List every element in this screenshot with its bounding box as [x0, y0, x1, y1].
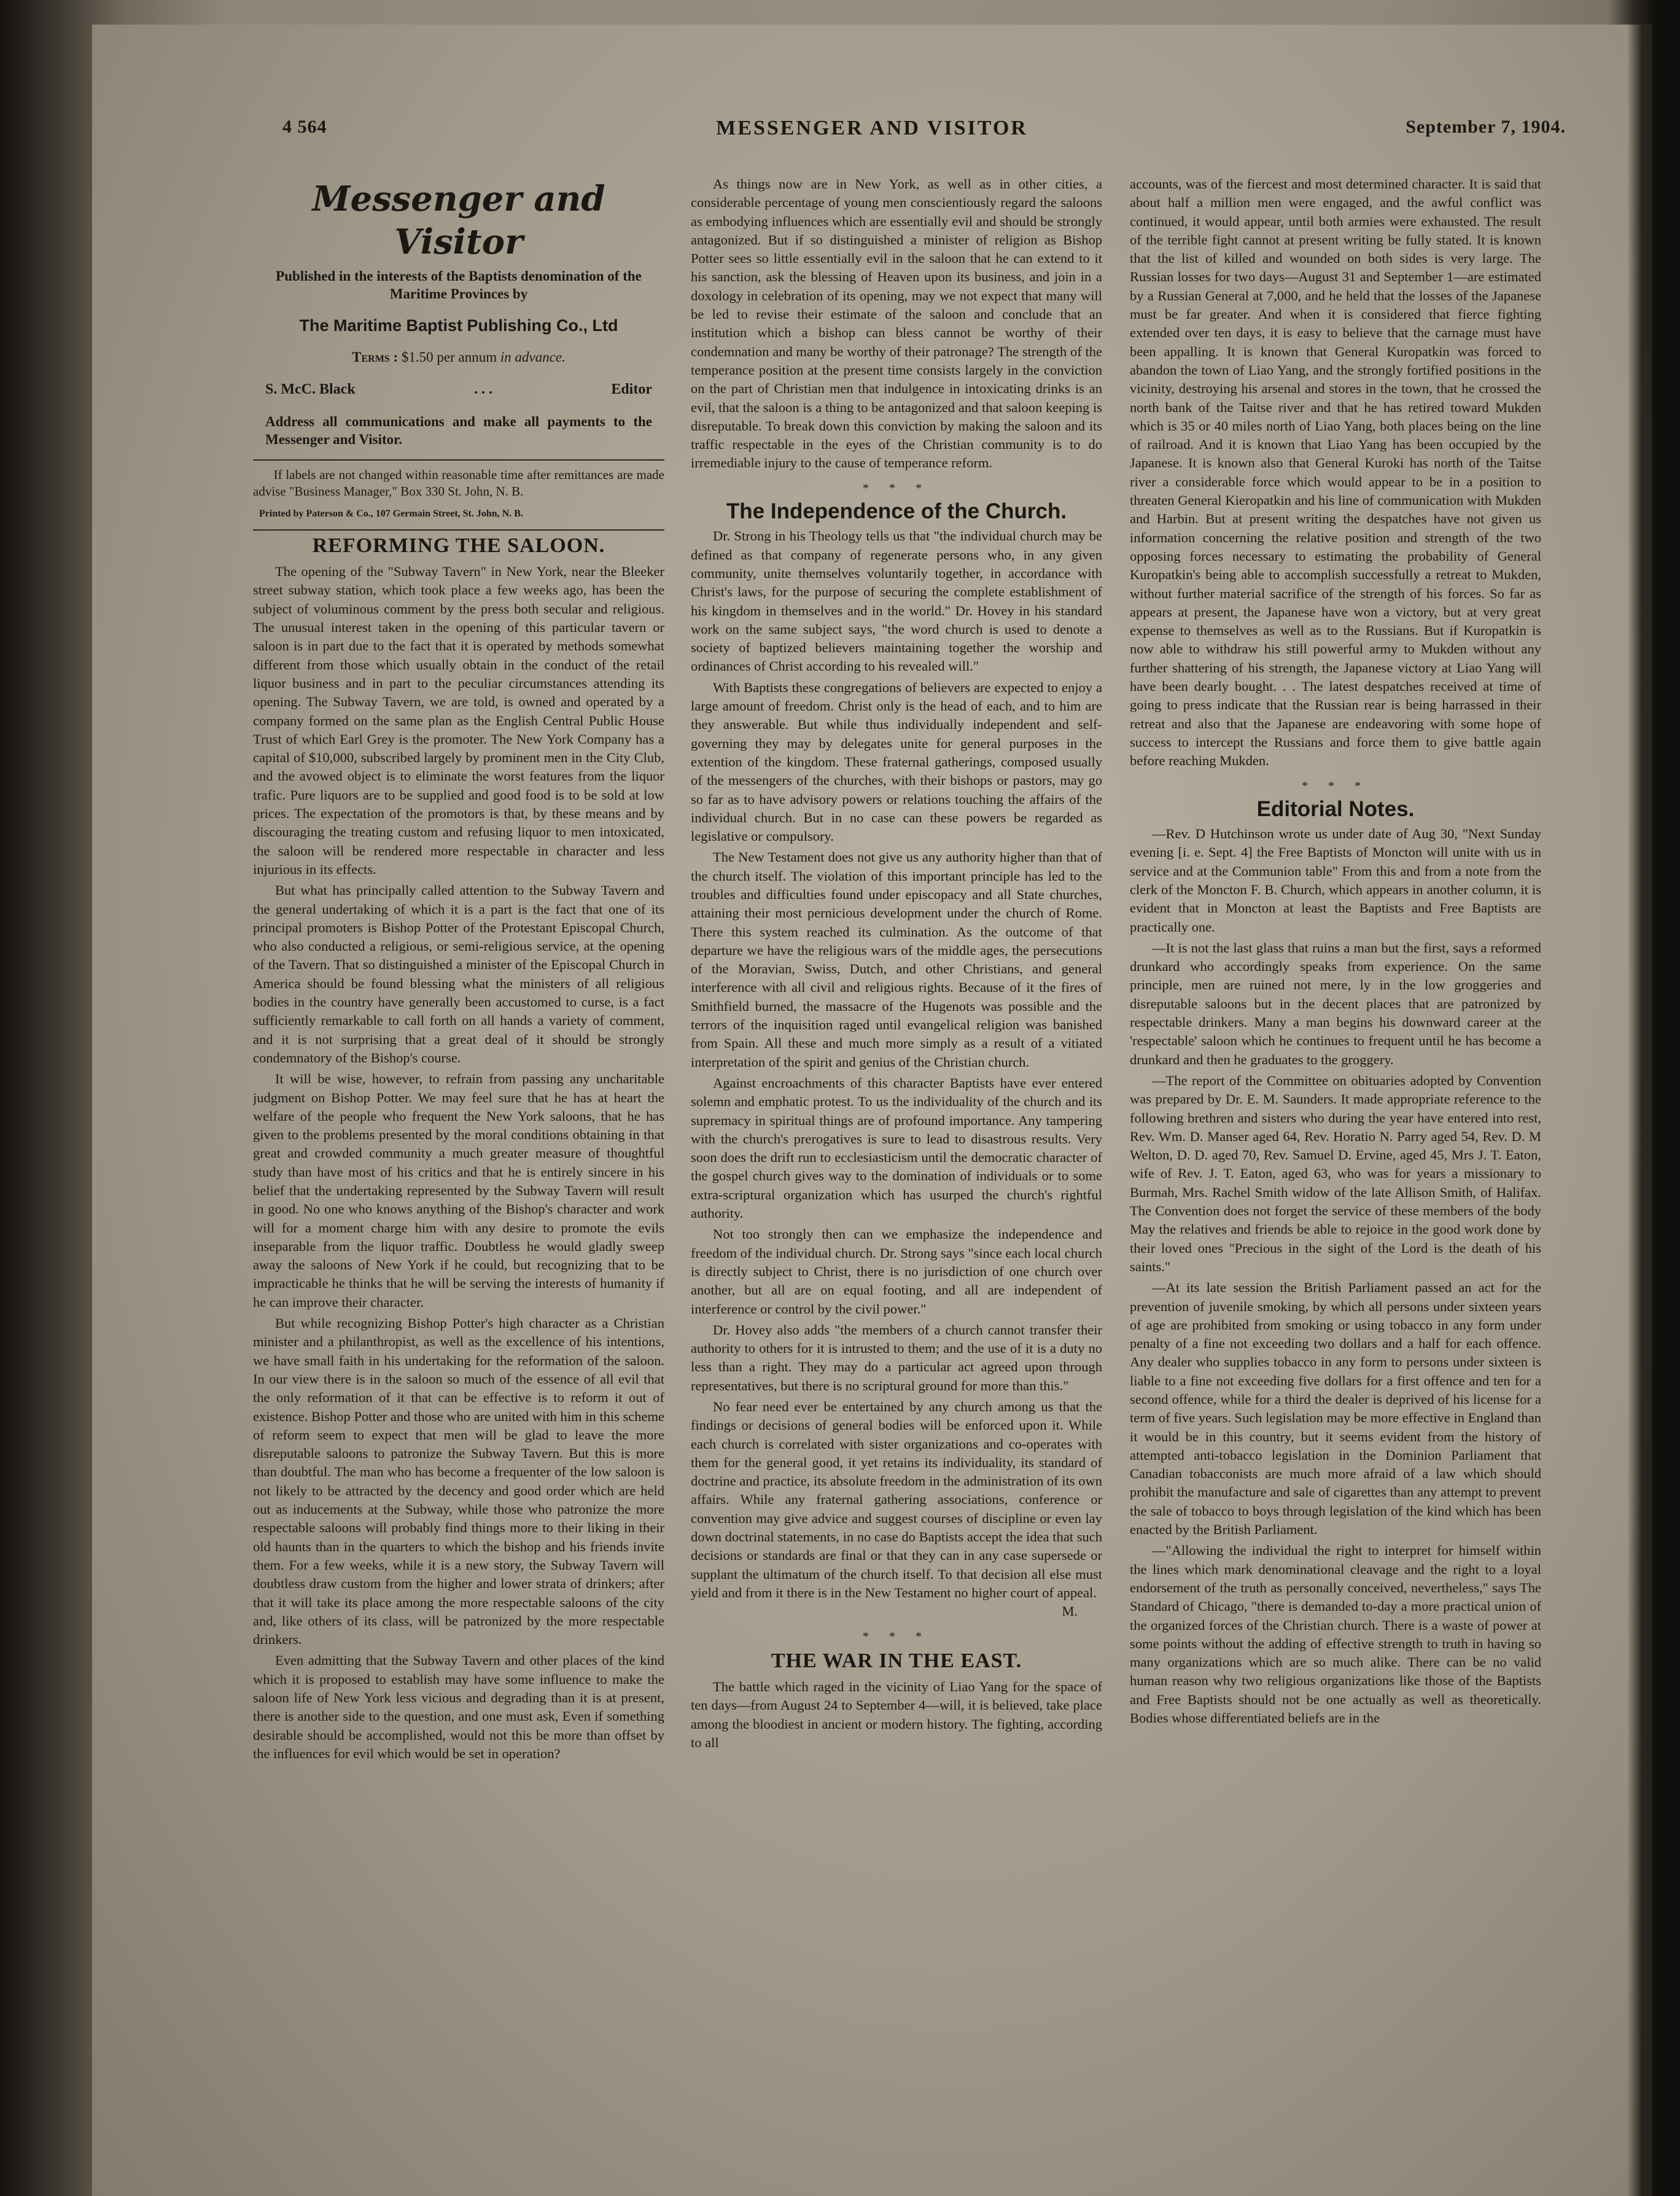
masthead-publisher: The Maritime Baptist Publishing Co., Ltd	[299, 316, 618, 335]
editor-dots: . . .	[474, 381, 492, 398]
note-paragraph: —Rev. D Hutchinson wrote us under date of Aug 30, "Next Sunday evening [i. e. Sept. 4] the Free Baptists of Moncton will unite with us in service and at the Communion table" From this and from a note from the clerk of the Moncton F. B. Church, which appears in another column, it is evident that in Moncton at least the Baptists and Free Baptists are practically one.	[1130, 826, 1541, 935]
subscription-terms	[253, 348, 664, 367]
masthead-subtitle: Published in the interests of the Baptists denomination of the Maritime Provinces by	[276, 268, 642, 302]
article-paragraph: accounts, was of the fiercest and most determined character. It is said that about half a million men were engaged, and the awful conflict was continued, it would appear, until both armies were exhausted. The result of the terrible fight cannot at present writing be fully stated. It is known that the list of killed and wounded on both sides is very large. The Russian losses for two days—August 31 and September 1—are estimated by a Russian General at 7,000, and he held that the losses of the Japanese must be far greater. And when it is considered that fierce fighting extended over ten days, it is easy to believe that the carnage must have been appalling. It is known that General Kuropatkin was forced to abandon the town of Liao Yang, and the strongly fortified positions in the vicinity, destroying his arsenal and stores in the town, that he crossed the north bank of the Taitse river and that he has retired toward Mukden which is 35 or 40 miles north of Liao Yang, both places being on the line of railroad. And it is known that Liao Yang has been occupied by the Japanese. It is known also that General Kuroki has north of the Taitse river a considerable force which would appear to be in a position to threaten General Kieropatkin and his line of communication with Mukden and Harbin. But at present writing the despatches have not given us information concerning the relative position and strength of the two opposing forces necessary to estimating the probability of General Kuropatkin's being able to accomplish successfully a retreat to Mukden, without further material sacrifice of the strength of his forces. So far as appears at present, the Japanese have won a victory, but at very great expense to themselves as well as to the Russians. But if Kuropatkin is now able to withdraw his still powerful army to Mukden without any further shattering of his strength, the Japanese victory at Liao Yang will have been dearly bought. . . The latest despatches received at time of going to press indicate that the Russian rear is being harrassed in their retreat and also that the Japanese are endeavoring with some hope of success to intercept the Russians and force them to give battle again before reaching Mukden.	[1130, 176, 1541, 769]
note-paragraph: —At its late session the British Parliament passed an act for the prevention of juvenile smoking, by which all persons under sixteen years of age are prohibited from smoking or using tobacco in any form under penalty of a fine not exceeding two dollars and a half for each offence. Any dealer who supplies tobacco in any form to persons under sixteen is liable to a fine not exceeding five dollars for a first offence and ten for a second offence, while for a third the dealer is deprived of his license for a term of five years. Such legislation may be more effective in England than it would be in this country, but it seems evident from the history of attempted anti-tobacco legislation in the Dominion Parliament that Canadian tobacconists are much more afraid of a law which should prohibit the manufacture and sale of cigarettes than any attempt to prevent the sale of tobacco to boys through legislation of the kind which has been enacted by the British Parliament.	[1130, 1280, 1541, 1538]
page-gutter-shadow	[1627, 25, 1652, 2196]
article-heading-saloon: REFORMING THE SALOON.	[312, 534, 605, 557]
running-title: MESSENGER AND VISITOR	[716, 117, 1028, 139]
article-paragraph: Dr. Strong in his Theology tells us that "the individual church may be defined as that company of regenerate persons who, in any given community, unite themselves voluntarily together, in accordance with Christ's laws, for the purpose of securing the complete establishment of his kingdom in themselves and in the world." Dr. Hovey in his standard work on the same subject says, "the word church is used to denote a society of baptized believers maintaining together the worship and ordinances of Christ according to his revealed will."	[691, 528, 1102, 674]
article-paragraph: But what has principally called attention to the Subway Tavern and the general undertaking of which it is a part is the fact that one of its principal promoters is Bishop Potter of the Protestant Episcopal Church, who also conducted a religious, or semi-religious service, at the opening of the Tavern. That so distinguished a minister of the Episcopal Church in America should be found blessing what the ministers of all religious bodies in the country have generally been accustomed to curse, is a fact sufficiently remarkable to call forth on all hands a variety of comment, and it is not surprising that a great deal of it should be strongly condemnatory of the Bishop's course.	[253, 882, 664, 1065]
article-paragraph: No fear need ever be entertained by any church among us that the findings or decisions of general bodies will be enforced upon it. While each church is correlated with sister organizations and co-operates with them for the general good, it yet retains its individuality, its standard of doctrine and practice, its absolute freedom in the administration of its own affairs. While any fraternal gathering associations, conference or convention may give advice and suggest courses of discipline or even lay down doctrinal statements, in no case do Baptists accept the idea that such decisions or standards are final or that they can in any case supersede or supplant the ultimatum of the church itself. To that decision all else must yield and from it there is in the New Testament no higher court of appeal.	[691, 1399, 1102, 1600]
article-paragraph: Not too strongly then can we emphasize the independence and freedom of the individual church. Dr. Strong says "since each local church is directly subject to Christ, there is no jurisdiction of one church over another, but all are on equal footing, and all are independent of interference or control by the civil power."	[691, 1226, 1102, 1317]
article-paragraph: The New Testament does not give us any authority higher than that of the church itself. The violation of this important principle has led to the troubles and difficulties found under episcopacy and all State churches, attaining their most pernicious development under the church of Rome. There this system reached its culmination. As the outcome of that departure we have the religious wars of the middle ages, the persecutions of the Moravian, Swiss, Dutch, and other Christians, and general interference with all civil and religious rights. Because of it the fires of Smithfield burned, the massacre of the Hugenots was possible and the terrors of the inquisition raged until evangelical religion was banished from Spain. All these and much more simply as a result of a vitiated interpretation of the spirit and genius of the Christian church.	[691, 849, 1102, 1070]
terms-emphasis: in advance.	[500, 349, 566, 365]
article-paragraph: The battle which raged in the vicinity of Liao Yang for the space of ten days—from August 24 to September 4—will, it is believed, take place among the bloodiest in ancient or modern history. The fighting, according to all	[691, 1679, 1102, 1751]
article-paragraph: But while recognizing Bishop Potter's high character as a Christian minister and a philanthropist, as well as the excellence of his intentions, we have small faith in his undertaking for the reformation of the saloon. In our view there is in the saloon so much of the essence of all evil that the only reformation of it that can be effective is to reform it out of existence. Bishop Potter and those who are united with him in this scheme of reform seem to expect that men will be glad to leave the more disreputable saloons to patronize the Subway Tavern. But this is more than doubtful. The man who has become a frequenter of the low saloon is not likely to be attracted by the decency and good order which are held out as inducements at the Subway, while those who patronize the more respectable saloons will probably find things more to their liking in their old haunts than in the quarters to which the bishop and his friends invite them. For a few weeks, while it is a new story, the Subway Tavern will doubtless draw custom from the higher and lower strata of drinkers; after that it will take its place among the more respectable saloons of the city and, like others of its class, will be patronized by the more respectable drinkers.	[253, 1315, 664, 1648]
editor-label: Editor	[611, 381, 652, 398]
editor-name: S. McC. Black	[265, 381, 356, 398]
section-break: * * *	[863, 1629, 930, 1643]
issue-date: September 7, 1904.	[1406, 117, 1566, 137]
note-paragraph: —"Allowing the individual the right to interpret for himself within the lines which mark denominational cleavage and the right to a loyal endorsement of the truth as personally conceived, nevertheless," says The Standard of Chicago, "there is demanded to-day a more practical union of the organized forces of the Christian church. There is a waste of power at some points without the adding of effective strength to truth in having so many organizations which are so much alike. There can be no valid human reason why two religious organizations like those of the Baptists and Free Baptists should not be one actually as well as theoretically. Bodies whose differentiated beliefs are in the	[1130, 1543, 1541, 1726]
article-paragraph: As things now are in New York, as well as in other cities, a considerable percentage of young men conscientiously regard the saloons as embodying influences which are essentially evil and should be strongly antagonized. But if so distinguished a minister of religion as Bishop Potter sees so little essentially evil in the saloon that he can extend to it his sanction, ask the blessing of Heaven upon its business, and join in a doxology in celebration of its opening, may we not expect that many will be led to revise their estimate of the saloon and conclude that an institution which a bishop can bless cannot be worthy of their condemnation and many be worthy of their patronage? The strength of the temperance position at the present time consists largely in the conviction on the part of Christian men that indulgence in intoxicating drinks is an evil, that the saloon is a thing to be antagonized and that saloon keeping is disreputable. To break down this conviction by making the saloon and its traffic respectable in the eyes of the Christian community is to do irremediable injury to the cause of temperance reform.	[691, 176, 1102, 471]
column-3	[1130, 175, 1541, 2183]
section-break: * * *	[863, 481, 930, 495]
printer-imprint: Printed by Paterson & Co., 107 Germain Street, St. John, N. B.	[259, 508, 523, 519]
column-2	[691, 175, 1102, 2183]
address-notice: Address all communications and make all payments to the Messenger and Visitor.	[265, 413, 652, 447]
article-heading-church: The Independence of the Church.	[726, 499, 1067, 524]
masthead-title: Messenger and Visitor	[312, 179, 605, 262]
article-paragraph: Dr. Hovey also adds "the members of a church cannot transfer their authority to others for it is intrusted to them; and the use of it is a duty no less than a right. They may do a particular act agreed upon through representatives, but there is no scriptural ground for more than this."	[691, 1322, 1102, 1393]
divider-rule	[253, 459, 664, 461]
terms-price: $1.50 per annum	[401, 349, 497, 365]
article-paragraph: Even admitting that the Subway Tavern and other places of the kind which it is proposed to establish may have some influence to make the saloon life of New York less vicious and degrading than it is at present, there is another side to the question, and one must ask, Even if something desirable should be accomplished, would not this be more than offset by the influences for evil which would be set in operation?	[253, 1653, 664, 1761]
newspaper-page	[92, 25, 1652, 2196]
article-paragraph: With Baptists these congregations of believers are expected to enjoy a large amount of freedom. Christ only is the head of each, and to him are they answerable. But while thus individually independent and self-governing they may by delegates unite for general purposes in the extention of the kingdom. These fraternal gatherings, composed usually of the messengers of the churches, with their bishops or pastors, may go so far as to have advisory powers or relations touching the affairs of the individual church. But in no case can these powers be regarded as legislative or compulsory.	[691, 679, 1102, 844]
article-paragraph: It will be wise, however, to refrain from passing any uncharitable judgment on Bishop Potter. We may feel sure that he has at heart the welfare of the people who frequent the New York saloons, that he has given to the problems presented by the moral conditions obtaining in that great and crowded community a much greater measure of thoughtful study than have most of his critics and that he is entirely sincere in his belief that the undertaking represented by the Subway Tavern will result in good. No one who knows anything of the Bishop's character and work will for a moment charge him with any desire to promote the evils inseparable from the liquor traffic. Doubtless he would gladly sweep away the saloons of New York if he could, but recognizing that to be impracticable he thinks that he will be serving the interests of humanity if he can improve their character.	[253, 1071, 664, 1310]
article-heading-war: THE WAR IN THE EAST.	[771, 1649, 1022, 1672]
article-heading-notes: Editorial Notes.	[1256, 796, 1415, 821]
article-paragraph: The opening of the "Subway Tavern" in New York, near the Bleeker street subway station, which took place a few weeks ago, has been the subject of voluminous comment by the press both secular and religious. The unusual interest taken in the opening of this particular tavern or saloon is in part due to the fact that it is operated by methods somewhat different from those which usually obtain in the conduct of the retail liquor business and in part to the peculiar circumstances attending its opening. The Subway Tavern, we are told, is owned and operated by a company formed on the same plan as the English Central Public House Trust of which Earl Grey is the promoter. The New York Company has a capital of $10,000, subscribed largely by prominent men in the City Club, and the avowed object is to eliminate the worst features from the liquor trafic. Pure liquors are to be supplied and good food is to be sold at low prices. The expectation of the promotors is that, by these means and by discouraging the treating custom and refusing liquor to men intoxicated, the saloon will be rendered more respectable in character and less injurious in its effects.	[253, 564, 664, 877]
section-break: * * *	[1302, 779, 1369, 793]
labels-note: If labels are not changed within reasonable time after remittances are made advise "Business Manager," Box 330 St. John, N. B.	[253, 467, 664, 499]
note-paragraph: —It is not the last glass that ruins a man but the first, says a reformed drunkard who accordingly speaks from experience. On the same principle, men are ruined not mere, ly in the low groggeries and disreputable saloons but in the decent places that are patronized by respectable drinkers. Many a man begins his downward career at the 'respectable' saloon which he continues to frequent until he has become a drunkard and then he graduates to the groggery.	[1130, 940, 1541, 1067]
note-paragraph: —The report of the Committee on obituaries adopted by Convention was prepared by Dr. E. M. Saunders. It made appropriate reference to the following brethren and sisters who during the year have entered into rest, Rev. Wm. D. Manser aged 64, Rev. Horatio N. Parry aged 54, Rev. D. M Welton, D. D. aged 70, Rev. Samuel D. Ervine, aged 45, Mrs J. T. Eaton, wife of Rev. J. T. Eaton, aged 63, who was for years a missionary to Burmah, Mrs. Rachel Smith widow of the late Allison Smith, of Halifax. The Convention does not forget the service of these members of the body May the relatives and friends be able to rejoice in the good work done by their loved ones "Precious in the sight of the Lord is the death of his saints."	[1130, 1072, 1541, 1274]
article-paragraph: Against encroachments of this character Baptists have ever entered solemn and emphatic protest. To us the individuality of the church and its supremacy in spiritual things are of profound importance. Any tampering with the church's prerogatives is sure to lead to disastrous results. Very soon does the drift run to ecclesiasticism until the democratic character of the gospel church gives way to the domination of individuals or to some extra-scriptural organization which has usurped the church's rightful authority.	[691, 1075, 1102, 1221]
page-number: 4 564	[282, 117, 327, 137]
column-1	[253, 175, 664, 2183]
divider-rule	[253, 529, 664, 531]
terms-label: Terms :	[352, 349, 399, 365]
editor-line	[265, 380, 652, 399]
article-signoff: M.	[1062, 1603, 1078, 1619]
